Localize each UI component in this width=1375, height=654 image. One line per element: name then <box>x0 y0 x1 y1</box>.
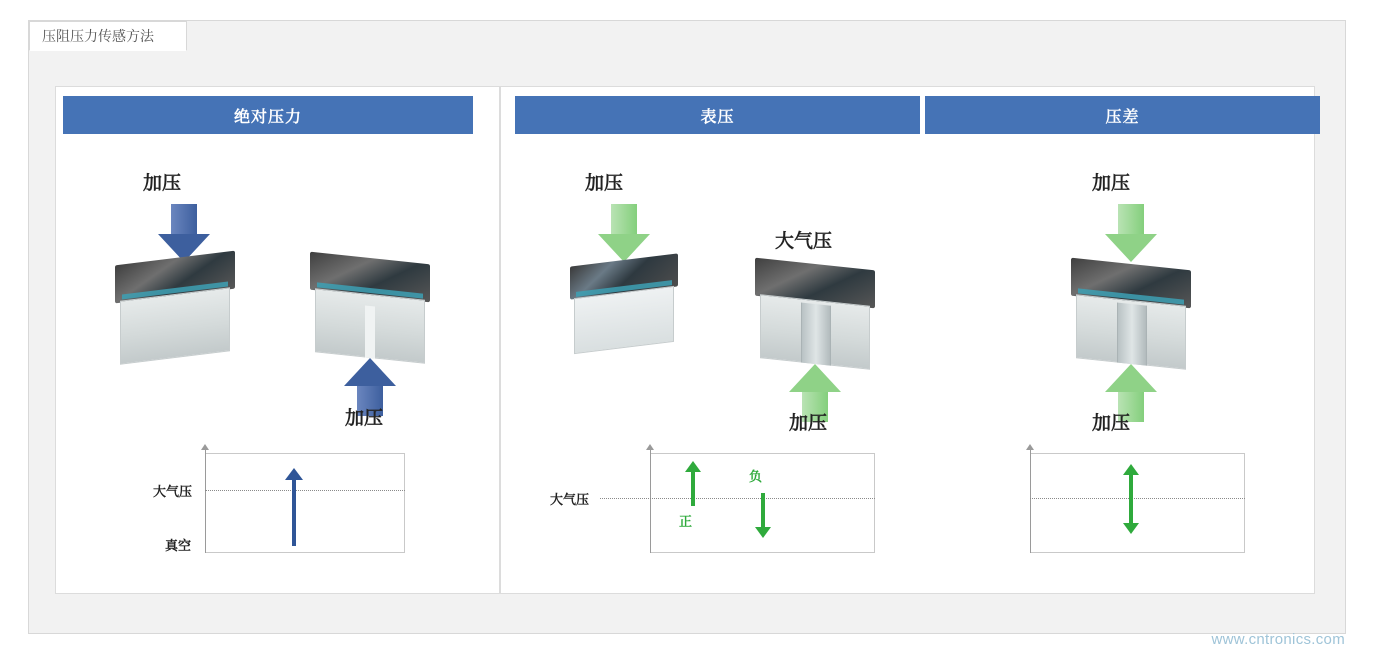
differential-top-press-label: 加压 <box>1092 173 1131 194</box>
gauge-top-press-label: 加压 <box>585 173 624 194</box>
tab-label-text: 压阻压力传感方法 <box>42 28 154 44</box>
column-title-differential: 压差 <box>925 96 1320 134</box>
gauge-chart-atmosphere-line <box>600 498 875 499</box>
gauge-top-arrow-down-icon <box>598 204 650 262</box>
absolute-sensor-left <box>115 251 235 366</box>
differential-chart-arrow-updown-icon <box>1123 464 1139 534</box>
absolute-sensor-right <box>310 252 430 365</box>
diagram-content <box>45 68 1329 616</box>
absolute-chart-label-vacuum: 真空 <box>165 538 192 553</box>
differential-chart-axis <box>1030 450 1031 553</box>
gauge-bottom-press-label: 加压 <box>789 413 828 434</box>
differential-sensor-package <box>1071 258 1191 371</box>
absolute-chart-atmosphere-line <box>205 490 405 491</box>
gauge-chart-axis <box>650 450 651 553</box>
differential-top-arrow-down-icon <box>1105 204 1157 262</box>
absolute-chart-axis-arrow-icon <box>201 444 209 450</box>
gauge-chart-label-atmosphere: 大气压 <box>550 492 590 507</box>
gauge-chart-label-negative: 负 <box>749 469 763 484</box>
absolute-chart-arrow-up-icon <box>285 468 303 546</box>
differential-bottom-press-label: 加压 <box>1092 413 1131 434</box>
absolute-top-arrow-down-icon <box>158 204 210 262</box>
differential-chart-axis-arrow-icon <box>1026 444 1034 450</box>
watermark: www.cntronics.com <box>1211 631 1345 648</box>
gauge-sensor-die <box>570 253 678 354</box>
absolute-top-press-label: 加压 <box>143 173 182 194</box>
absolute-bottom-press-label: 加压 <box>345 408 384 429</box>
gauge-chart-arrow-down-icon <box>755 493 771 538</box>
gauge-chart-label-positive: 正 <box>679 514 693 529</box>
absolute-chart-box <box>205 453 405 553</box>
absolute-chart-label-atmosphere: 大气压 <box>153 484 193 499</box>
gauge-chart-arrow-up-icon <box>685 461 701 506</box>
column-title-gauge: 表压 <box>515 96 920 134</box>
absolute-chart-axis <box>205 450 206 553</box>
gauge-atmosphere-label: 大气压 <box>775 231 833 252</box>
gauge-sensor-package <box>755 258 875 371</box>
column-title-absolute: 绝对压力 <box>63 96 473 134</box>
tab-pressure-sensing-method[interactable] <box>29 21 187 51</box>
gauge-chart-axis-arrow-icon <box>646 444 654 450</box>
